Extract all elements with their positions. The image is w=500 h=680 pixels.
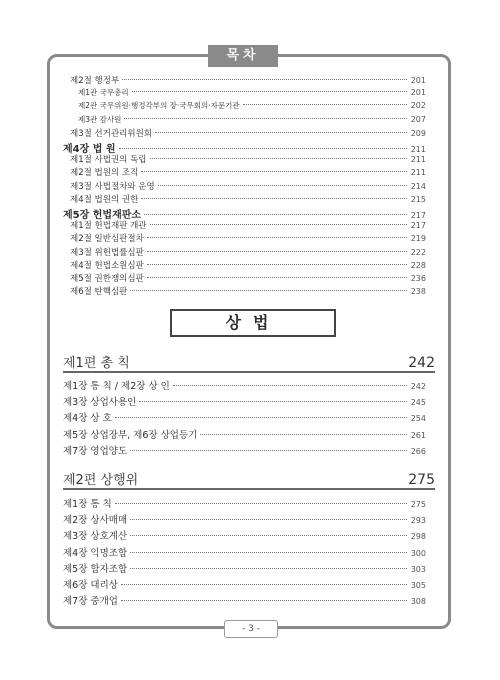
toc-entry [63,512,426,528]
dot-leader [130,552,407,553]
toc-entry-label: 제3장 상업사용인 [63,397,137,409]
dot-leader [130,519,407,520]
toc-entry-label: 제5장 합자조합 [63,563,128,575]
dot-leader [130,535,407,536]
toc-entry [63,378,426,394]
toc-entry-page: 275 [410,500,426,509]
part2-page: 275 [408,472,435,488]
toc-entry-page: 266 [410,446,426,456]
dot-leader [121,584,407,585]
toc-entry-label: 제4장 상 호 [63,413,112,425]
dot-leader [130,290,407,291]
dot-leader [130,568,407,569]
toc-entry-label: 제1절 헌법재판 개관 [70,221,147,232]
dot-leader [139,401,407,402]
dot-leader [119,148,407,149]
toc-entry-page: 214 [410,181,426,191]
toc-entry-label: 제1관 국무총리 [78,88,129,98]
toc-entry-label: 제1장 통 칙 [63,499,112,510]
part1-title: 제1편 총 칙 [63,356,130,371]
toc-entry-label: 제3관 감사원 [78,114,122,124]
toc-entry [63,577,426,593]
dot-leader [132,91,407,92]
toc-entry-page: 236 [410,274,426,283]
toc-entry-page: 254 [410,414,426,424]
toc-entry-page: 242 [410,382,426,391]
dot-leader [115,417,407,418]
dot-leader [122,79,407,80]
toc-entry-page: 305 [410,581,426,590]
toc-entry-page: 303 [410,564,426,574]
dot-leader [121,600,407,601]
toc-entry [63,496,426,512]
toc-entry-label: 제2절 행정부 [70,76,120,86]
toc-entry-label: 제4장 익명조합 [63,547,128,559]
toc-entry-label: 제1장 통 칙 / 제2장 상 인 [63,381,170,392]
toc-entry-page: 211 [410,145,426,154]
toc-entry-label: 제4절 헌법소원심판 [70,260,144,271]
toc-entry-label: 제2장 상사매매 [63,515,128,527]
toc-entry-page: 211 [410,168,426,178]
toc-entry-label: 제2절 일반심판절차 [70,234,144,245]
dot-leader [124,118,407,119]
toc-entry-page: 293 [410,516,426,526]
toc-entry [63,528,426,544]
toc-entry-label: 제4장 법 원 [63,144,116,155]
toc-entry-page: 211 [410,155,426,165]
toc-entry-page: 298 [410,532,426,542]
toc-entry [63,394,426,410]
toc-entry [63,427,426,443]
toc-entry-label: 제6장 대리상 [63,580,118,591]
toc-entry [70,285,426,301]
toc-entry-label: 제3절 위헌법률심판 [70,247,144,258]
toc-entry-page: 300 [410,548,426,558]
toc-entry-page: 245 [410,398,426,408]
page-number: - 3 - [224,620,278,638]
toc-entry-label: 제5장 헌법재판소 [63,210,142,221]
toc-entry-label: 제1절 사법권의 독립 [70,155,147,166]
toc-entry [63,593,426,609]
dot-leader [150,224,407,225]
toc-entry-page: 219 [410,234,426,244]
toc-entry-label: 제3장 상호계산 [63,531,128,543]
toc-entry-page: 201 [410,76,426,85]
toc-entry-label: 제6절 탄핵심판 [70,287,128,298]
toc-entry-page: 228 [410,260,426,270]
dot-leader [243,104,407,105]
toc-entry-page: 209 [410,128,426,138]
toc-entry-label: 제5절 권한쟁의심판 [70,274,144,284]
toc-entry-page: 202 [410,101,426,111]
dot-leader [147,277,407,278]
toc-entry-label: 제5장 상업장부, 제6장 상업등기 [63,429,198,441]
dot-leader [115,503,407,504]
part1-header [63,353,435,373]
toc-entry-page: 217 [410,221,426,231]
dot-leader [130,450,407,451]
toc-entry [63,410,426,426]
toc-entry-page: 238 [410,287,426,297]
toc-entry [63,545,426,561]
toc-entry [63,443,426,459]
part2-header [63,470,435,490]
dot-leader [150,158,407,159]
dot-leader [147,264,407,265]
toc-entry-page: 201 [410,88,426,98]
part1-page: 242 [408,355,435,371]
toc-entry-page: 308 [410,597,426,607]
toc-entry-label: 제3절 선거관리위원회 [70,128,153,139]
dot-leader [155,132,407,133]
law-section-title: 상법 [170,309,336,337]
toc-entry-page: 217 [410,211,426,220]
dot-leader [200,434,407,435]
toc-entry-label: 제2관 국무위원·행정각부의 장·국무회의·자문기관 [78,101,240,111]
toc-entry-page: 261 [410,430,426,440]
dot-leader [141,198,407,199]
toc-entry-page: 215 [410,194,426,204]
toc-title: 목차 [208,45,278,67]
dot-leader [147,251,407,252]
dot-leader [147,237,407,238]
toc-entry-label: 제7장 영업양도 [63,445,128,457]
toc-entry-page: 222 [410,247,426,257]
toc-entry-label: 제2절 법원의 조직 [70,168,139,179]
dot-leader [173,385,407,386]
toc-entry-page: 207 [410,114,426,124]
toc-entry-label: 제7장 중개업 [63,596,118,608]
dot-leader [158,185,407,186]
toc-entry-label: 제3절 사법절차와 운영 [70,181,155,192]
dot-leader [141,171,407,172]
toc-entry [63,561,426,577]
part2-title: 제2편 상행위 [63,473,139,488]
dot-leader [144,214,407,215]
toc-entry-label: 제4절 법원의 권한 [70,194,139,205]
